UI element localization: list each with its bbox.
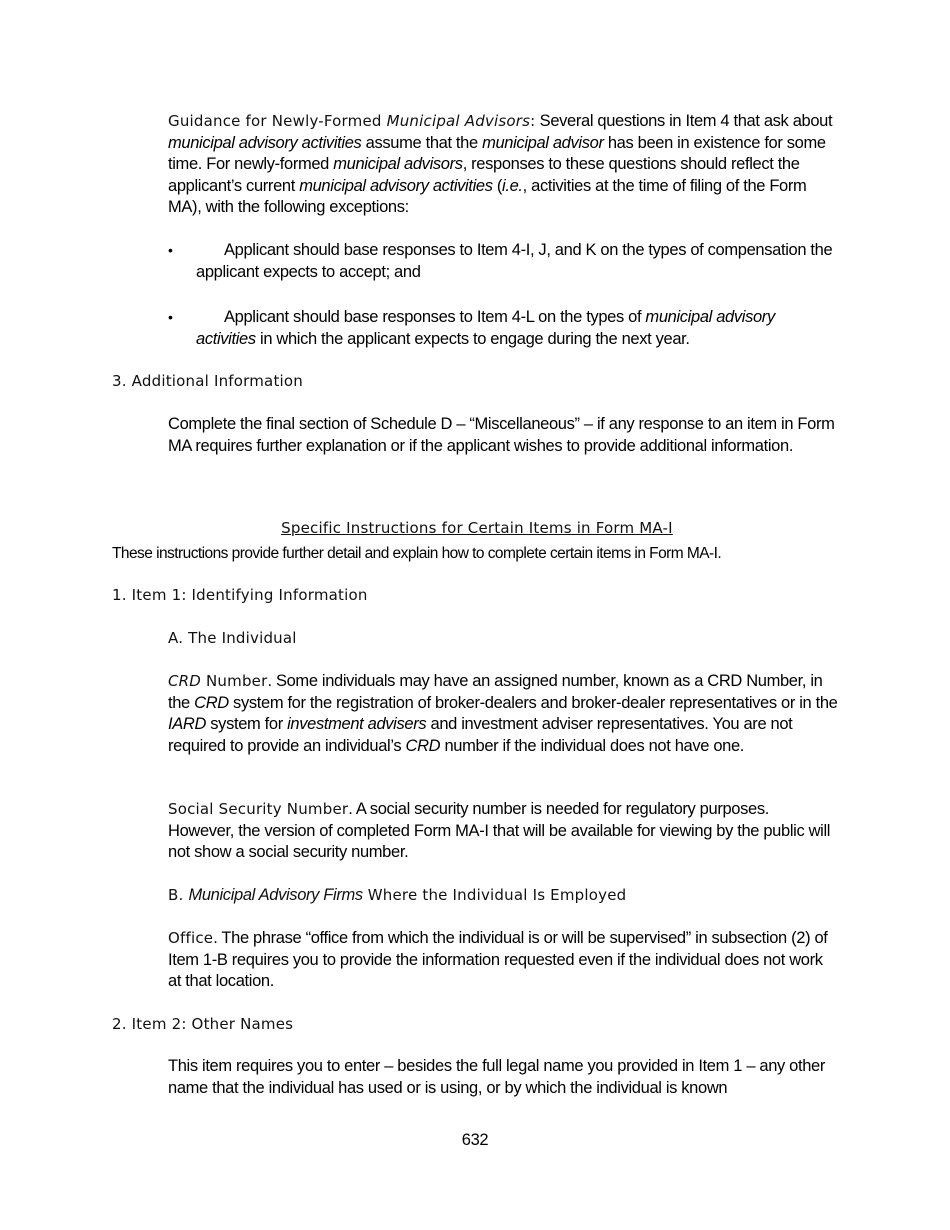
bullet-text: Applicant should base responses to Item 4-I, J, and K on the types of compensation the applicant expects to accept; and — [196, 241, 833, 281]
other-names-paragraph: This item requires you to enter – besides the full legal name you provided in Item 1 – any other name that the individual has used or is using, or by which the individual is known — [168, 1057, 826, 1097]
item-2-heading: 2. Item 2: Other Names — [112, 1015, 294, 1033]
office-paragraph: Office. The phrase “office from which the individual is or will be supervised” in subsection (2) of Item 1-B requires you to provide the information requested even if the individual does not work at that location. — [168, 929, 828, 990]
page-number: 632 — [461, 1131, 489, 1149]
subsection-a-heading: A. The Individual — [168, 629, 297, 647]
additional-information-paragraph: Complete the final section of Schedule D – “Miscellaneous” – if any response to an item in Form MA requires further explanation or if the applicant wishes to provide additional information. — [168, 415, 835, 455]
section-heading-additional-information: 3. Additional Information — [112, 372, 303, 390]
office-lead: Office — [168, 929, 214, 947]
bullet-icon: • — [168, 309, 173, 325]
crd-number-lead: CRD Number — [168, 672, 268, 690]
specific-instructions-intro: These instructions provide further detail and explain how to complete certain items in Form MA-I. — [112, 545, 722, 562]
item-1-heading: 1. Item 1: Identifying Information — [112, 586, 368, 604]
guidance-paragraph: Guidance for Newly-Formed Municipal Advisors: Several questions in Item 4 that ask about municipal advisory activities assume that the municipal advisor has been in existence for some time. For newly-formed municipal advisors, responses to these questions should reflect the applicant’s current municipal advisory activities (i.e., activities at the time of filing of the Form MA), with the following exceptions: — [168, 112, 833, 216]
guidance-lead: Guidance for Newly-Formed Municipal Advisors: — [168, 112, 536, 130]
social-security-lead: Social Security Number — [168, 800, 349, 818]
specific-instructions-title: Specific Instructions for Certain Items in Form MA-I — [281, 519, 673, 537]
subsection-b-heading: B. Municipal Advisory Firms Where the Individual Is Employed — [168, 886, 627, 904]
bullet-icon: • — [168, 242, 173, 258]
crd-number-paragraph: CRD Number. Some individuals may have an assigned number, known as a CRD Number, in the CRD system for the registration of broker-dealers and broker-dealer representatives or in the IARD system for investment advisers and investment adviser representatives. You are not required to provide an individual’s CRD number if the individual does not have one. — [168, 672, 838, 755]
social-security-paragraph: Social Security Number. A social security number is needed for regulatory purposes. However, the version of completed Form MA-I that will be available for viewing by the public will not show a social security number. — [168, 800, 831, 861]
bullet-text: Applicant should base responses to Item 4-L on the types of municipal advisory activities in which the applicant expects to engage during the next year. — [196, 308, 775, 348]
